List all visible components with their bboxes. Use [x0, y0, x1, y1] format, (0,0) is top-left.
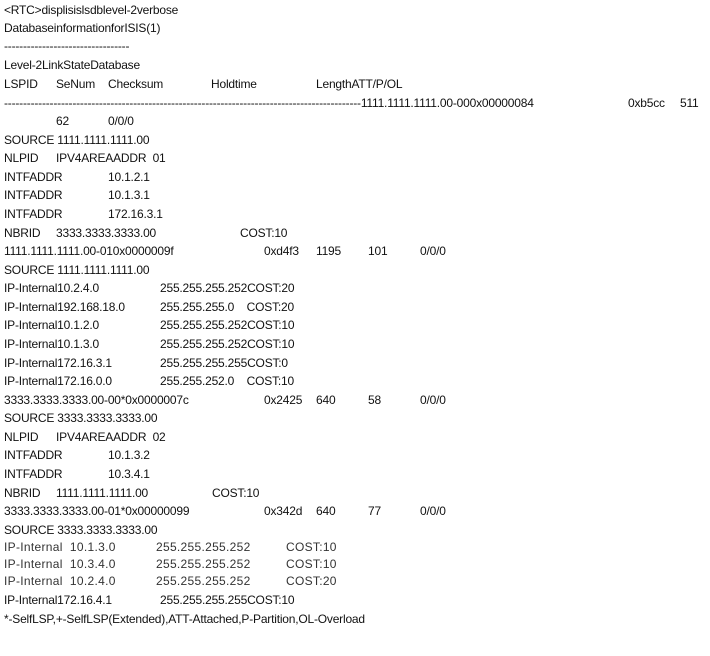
route-mask-cost: 255.255.255.255COST:0	[160, 356, 288, 370]
lsp2-id: 1111.1111.1111.00-010x0000009f	[4, 244, 174, 258]
lsp3-holdtime: 640	[316, 393, 336, 407]
lsp1-nlpid-value: IPV4AREAADDR 01	[56, 151, 166, 165]
route-mask-cost: 255.255.255.252COST:10	[160, 337, 295, 351]
header-lspid: LSPID	[4, 77, 38, 91]
lsp3-neighbor-row	[4, 485, 404, 501]
route-cost: COST:10	[286, 557, 337, 571]
route-prefix: IP-Internal172.16.0.0	[4, 374, 112, 388]
lsp3-checksum: 0x2425	[264, 393, 303, 407]
database-info-line: DatabaseinformationforISIS(1)	[4, 21, 161, 35]
lsp1-intf-value: 172.16.3.1	[108, 207, 163, 221]
lsp2-route-row	[4, 299, 404, 315]
lsp2-length: 101	[368, 244, 388, 258]
lsp2-route-row	[4, 355, 404, 371]
lsp4-route-row	[4, 592, 404, 608]
lsp3-source: SOURCE 3333.3333.3333.00	[4, 411, 158, 425]
legend-line: *-SelfLSP,+-SelfLSP(Extended),ATT-Attached,P-Partition,OL-Overload	[4, 612, 365, 626]
lsp1-continuation-row	[4, 113, 704, 129]
route-prefix: IP-Internal172.16.4.1	[4, 593, 112, 607]
route-cost: COST:20	[286, 574, 337, 588]
lsp3-nbr-cost: COST:10	[212, 486, 260, 500]
header-seqnum: SeNum	[56, 77, 96, 91]
lsp1-source: SOURCE 1111.1111.1111.00	[4, 133, 150, 147]
lsp3-id: 3333.3333.3333.00-00*0x0000007c	[4, 393, 189, 407]
route-mask-cost: 255.255.255.255COST:10	[160, 593, 295, 607]
separator-long-lsp1-id: ----------------------------------------------------------------------------------------------1111.1111.1111.00-000x00000084	[4, 96, 534, 110]
route-prefix: IP-Internal192.168.18.0	[4, 300, 125, 314]
route-mask: 255.255.255.252	[156, 540, 251, 554]
lsp3-intf-label: INTFADDR	[4, 467, 63, 481]
lsp2-route-row	[4, 336, 404, 352]
route-prefix: IP-Internal10.2.4.0	[4, 281, 99, 295]
route-mask-cost: 255.255.255.0 COST:20	[160, 300, 294, 314]
lsp1-intf-value: 10.1.2.1	[108, 170, 150, 184]
lsp1-intf-value: 10.1.3.1	[108, 188, 150, 202]
lsp4-route-row	[4, 556, 404, 572]
column-header-row	[4, 76, 704, 92]
lsp1-intf-row	[4, 206, 404, 222]
lsp3-intf-value: 10.1.3.2	[108, 448, 150, 462]
lsp1-att-flags: 0/0/0	[108, 114, 134, 128]
lsp3-nbr-id: 1111.1111.1111.00	[56, 486, 149, 500]
lsp4-att-flags: 0/0/0	[420, 504, 446, 518]
lsp1-nbr-label: NBRID	[4, 226, 41, 240]
separator-long-row	[4, 95, 704, 111]
route-mask: 255.255.255.252	[156, 574, 251, 588]
lsp1-neighbor-row	[4, 225, 404, 241]
lsp4-holdtime: 640	[316, 504, 336, 518]
route-prefix: IP-Internal 10.2.4.0	[4, 574, 116, 588]
lsp1-intf-row	[4, 169, 404, 185]
lsp3-intf-row	[4, 447, 404, 463]
lsp4-length: 77	[368, 504, 381, 518]
lsp3-nlpid-value: IPV4AREAADDR 02	[56, 430, 166, 444]
lsp2-att-flags: 0/0/0	[420, 244, 446, 258]
lsp1-checksum: 0xb5cc	[628, 96, 665, 110]
lsp3-intf-label: INTFADDR	[4, 448, 63, 462]
lsp1-nbr-cost: COST:10	[240, 226, 288, 240]
lsp4-header-row	[4, 503, 504, 519]
lsp3-att-flags: 0/0/0	[420, 393, 446, 407]
lsp1-nbr-id: 3333.3333.3333.00	[56, 226, 157, 240]
route-cost: COST:10	[286, 540, 337, 554]
route-prefix: IP-Internal10.1.3.0	[4, 337, 99, 351]
lsp4-route-row	[4, 573, 404, 589]
route-mask-cost: 255.255.255.252COST:20	[160, 281, 295, 295]
lsp2-header-row	[4, 243, 504, 259]
lsp3-header-row	[4, 392, 504, 408]
route-prefix: IP-Internal172.16.3.1	[4, 356, 112, 370]
route-prefix: IP-Internal 10.1.3.0	[4, 540, 116, 554]
lsp4-source: SOURCE 3333.3333.3333.00	[4, 523, 158, 537]
lsp2-route-row	[4, 373, 404, 389]
lsp2-holdtime: 1195	[316, 244, 342, 258]
command-line: <RTC>displisislsdblevel-2verbose	[4, 3, 179, 17]
lsp1-nlpid-row	[4, 150, 404, 166]
lsp2-route-row	[4, 280, 404, 296]
lsp3-length: 58	[368, 393, 381, 407]
lsp3-intf-value: 10.3.4.1	[108, 467, 150, 481]
lsp2-route-row	[4, 317, 404, 333]
route-prefix: IP-Internal 10.3.4.0	[4, 557, 116, 571]
lsp3-nlpid-row	[4, 429, 404, 445]
lsp4-route-row	[4, 539, 404, 555]
separator-short: ---------------------------------	[4, 39, 130, 53]
route-mask-cost: 255.255.255.252COST:10	[160, 318, 295, 332]
level-title: Level-2LinkStateDatabase	[4, 58, 140, 72]
lsp1-intf-label: INTFADDR	[4, 188, 63, 202]
lsp3-nbr-label: NBRID	[4, 486, 41, 500]
lsp1-length: 62	[56, 114, 69, 128]
header-length: LengthATT/P/OL	[316, 77, 403, 91]
lsp3-intf-row	[4, 466, 404, 482]
lsp1-intf-label: INTFADDR	[4, 207, 63, 221]
lsp4-id: 3333.3333.3333.00-01*0x00000099	[4, 504, 190, 518]
lsp2-source: SOURCE 1111.1111.1111.00	[4, 263, 150, 277]
lsp4-checksum: 0x342d	[264, 504, 303, 518]
header-checksum: Checksum	[108, 77, 164, 91]
header-holdtime: Holdtime	[211, 77, 257, 91]
lsp2-checksum: 0xd4f3	[264, 244, 299, 258]
route-prefix: IP-Internal10.1.2.0	[4, 318, 99, 332]
lsp1-holdtime: 511	[680, 96, 699, 110]
lsp3-nlpid-label: NLPID	[4, 430, 39, 444]
route-mask-cost: 255.255.252.0 COST:10	[160, 374, 294, 388]
lsp1-intf-row	[4, 187, 404, 203]
lsp1-intf-label: INTFADDR	[4, 170, 63, 184]
lsp1-nlpid-label: NLPID	[4, 151, 39, 165]
route-mask: 255.255.255.252	[156, 557, 251, 571]
